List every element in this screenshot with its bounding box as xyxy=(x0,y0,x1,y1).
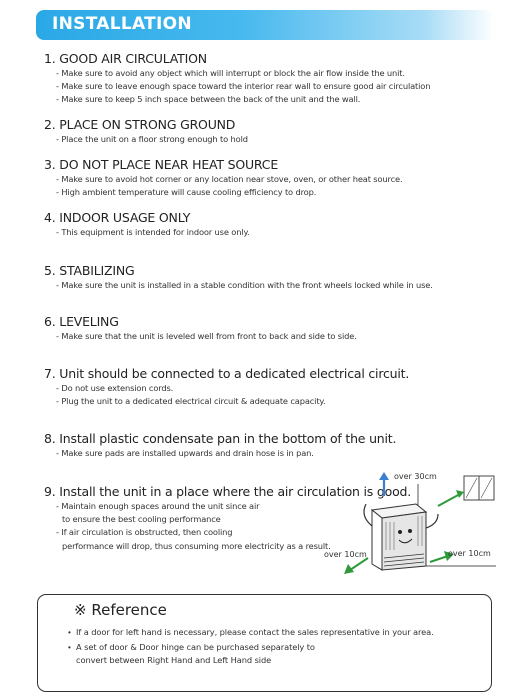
reference-item: A set of door & Door hinge can be purchased separately to xyxy=(76,642,315,652)
section-line: performance will drop, thus consuming more electricity as a result. xyxy=(62,540,331,551)
section-title: 5. STABILIZING xyxy=(44,263,135,278)
section-title: 9. Install the unit in a place where the air circulation is good. xyxy=(44,484,412,499)
section-title: 1. GOOD AIR CIRCULATION xyxy=(44,51,207,66)
bullet-icon: • xyxy=(68,642,71,652)
section-line: - Do not use extension cords. xyxy=(56,383,174,393)
section-title: 8. Install plastic condensate pan in the bottom of the unit. xyxy=(44,431,397,446)
section-title: 4. INDOOR USAGE ONLY xyxy=(44,210,191,225)
label-over-30cm: over 30cm xyxy=(394,472,437,481)
section-condensate-pan xyxy=(44,431,484,460)
reference-symbol: ※ xyxy=(74,601,87,619)
label-over-10cm-left: over 10cm xyxy=(324,550,367,559)
section-header-bar xyxy=(36,10,494,40)
clearance-illustration xyxy=(320,466,500,584)
section-line: - Make sure to leave enough space toward the interior rear wall to ensure good air circulation xyxy=(56,81,431,92)
section-line: - Plug the unit to a dedicated electrical circuit & adequate capacity. xyxy=(56,396,326,407)
section-line: - Make sure to avoid any object which will interrupt or block the air flow inside the unit. xyxy=(56,68,405,78)
reference-title xyxy=(74,601,167,619)
section-line: to ensure the best cooling performance xyxy=(62,514,221,525)
section-title: 6. LEVELING xyxy=(44,314,119,329)
page-title: INSTALLATION xyxy=(52,14,192,34)
section-title: 7. Unit should be connected to a dedicated electrical circuit. xyxy=(44,366,410,381)
section-line: - Make sure to keep 5 inch space between the back of the unit and the wall. xyxy=(56,94,361,105)
cooler-unit-icon xyxy=(364,504,438,570)
label-over-10cm-right: over 10cm xyxy=(448,549,491,558)
section-line: - If air circulation is obstructed, then cooling xyxy=(56,527,233,538)
section-title: 2. PLACE ON STRONG GROUND xyxy=(44,117,236,132)
section-line: - Place the unit on a floor strong enough to hold xyxy=(56,134,248,144)
reference-item: convert between Right Hand and Left Hand side xyxy=(76,655,272,665)
section-line: - High ambient temperature will cause cooling efficiency to drop. xyxy=(56,187,317,198)
reference-title-text: Reference xyxy=(91,601,167,619)
bullet-icon: • xyxy=(68,627,71,637)
section-dedicated-circuit xyxy=(44,366,484,408)
clearance-diagram-svg xyxy=(320,466,500,584)
section-strong-ground xyxy=(44,117,484,146)
section-line: - Make sure the unit is installed in a stable condition with the front wheels locked while in use. xyxy=(56,280,433,290)
reference-box xyxy=(37,594,492,692)
reference-item: If a door for left hand is necessary, please contact the sales representative in your area. xyxy=(76,627,434,637)
section-heat-source xyxy=(44,157,484,199)
section-leveling xyxy=(44,314,484,343)
section-line: - Maintain enough spaces around the unit since air xyxy=(56,501,260,511)
section-line: - This equipment is intended for indoor use only. xyxy=(56,227,250,237)
section-line: - Make sure to avoid hot corner or any location near stove, oven, or other heat source. xyxy=(56,174,403,184)
section-good-air-circulation xyxy=(44,51,484,107)
section-indoor-usage xyxy=(44,210,484,239)
window-icon xyxy=(464,476,494,500)
section-stabilizing xyxy=(44,263,484,292)
section-title: 3. DO NOT PLACE NEAR HEAT SOURCE xyxy=(44,157,279,172)
section-line: - Make sure pads are installed upwards and drain hose is in pan. xyxy=(56,448,314,458)
section-line: - Make sure that the unit is leveled well from front to back and side to side. xyxy=(56,331,357,341)
